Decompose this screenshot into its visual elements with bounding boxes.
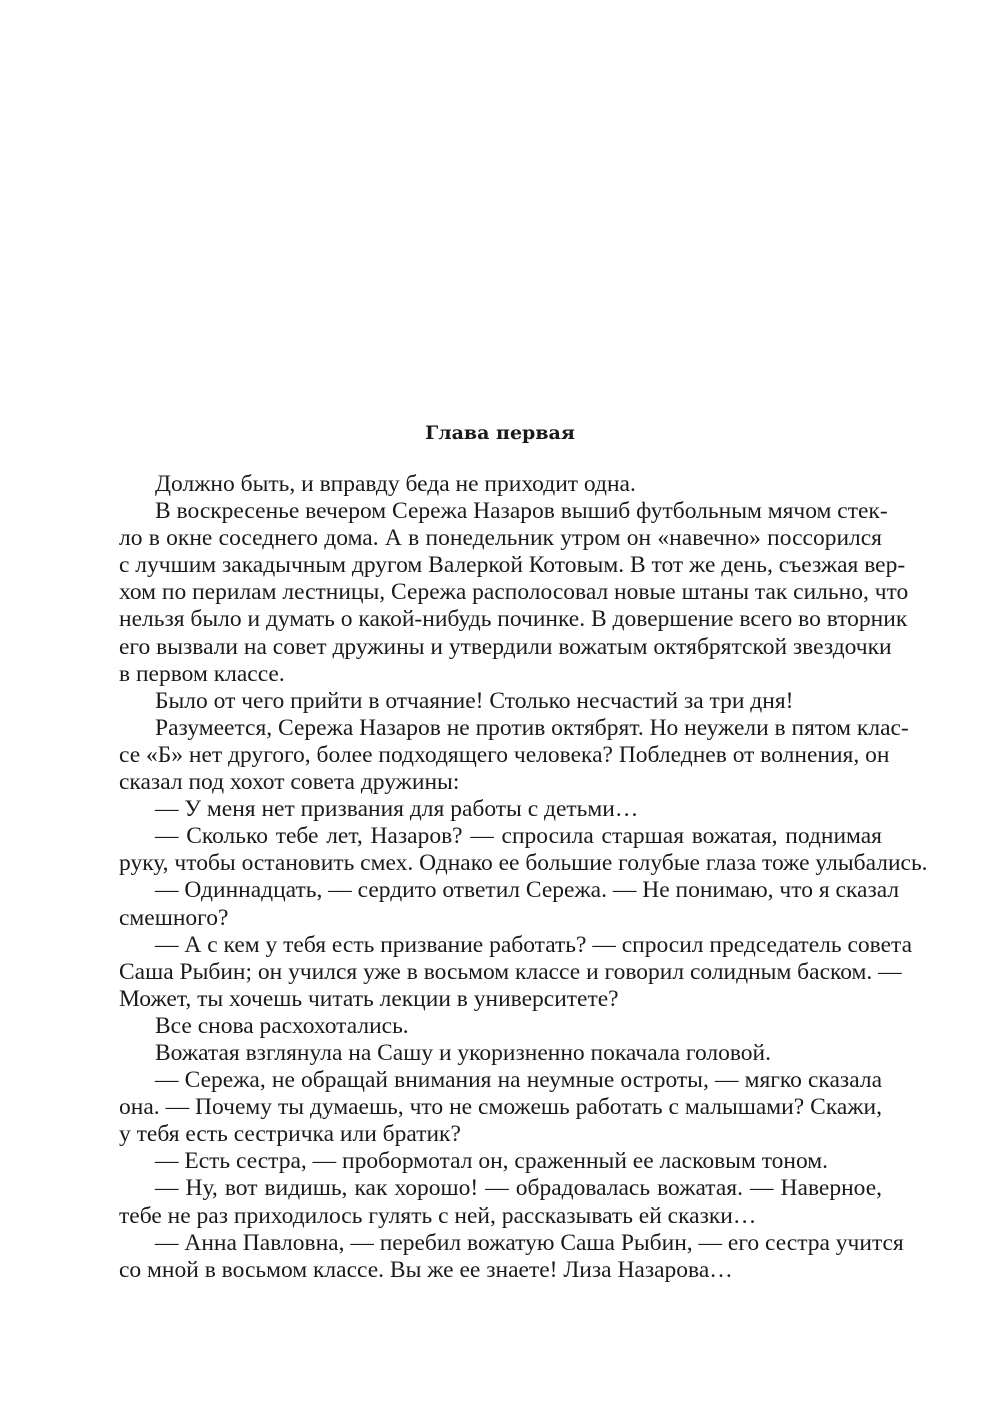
text-line: — Ну, вот видишь, как хорошо! — обрадовалась вожатая. — Наверное, — [155, 1175, 882, 1202]
text-line: нельзя было и думать о какой-нибудь починке. В довершение всего во вторник — [119, 606, 908, 633]
text-line: тебе не раз приходилось гулять с ней, рассказывать ей сказки… — [119, 1202, 757, 1229]
text-line: се «Б» нет другого, более подходящего человека? Побледнев от волнения, он — [119, 741, 890, 768]
chapter-body — [119, 471, 928, 1284]
text-line: сказал под хохот совета дружины: — [119, 769, 460, 796]
text-line: она. — Почему ты думаешь, что не сможешь работать с малышами? Скажи, — [119, 1094, 882, 1121]
text-line: его вызвали на совет дружины и утвердили вожатым октябрятской звездочки — [119, 633, 892, 660]
text-line: — Сколько тебе лет, Назаров? — спросила старшая вожатая, поднимая — [155, 823, 882, 850]
text-line: — У меня нет призвания для работы с детьми… — [155, 796, 639, 823]
text-line: ло в окне соседнего дома. А в понедельник утром он «навечно» поссорился — [119, 525, 882, 552]
text-line: в первом классе. — [119, 660, 285, 687]
text-line: В воскресенье вечером Сережа Назаров вышиб футбольным мячом стек- — [155, 498, 888, 525]
text-line: Вожатая взглянула на Сашу и укоризненно покачала головой. — [155, 1039, 772, 1066]
text-line: хом по перилам лестницы, Сережа располосовал новые штаны так сильно, что — [119, 579, 909, 606]
text-line: Все снова расхохотались. — [155, 1012, 409, 1039]
text-line: — А с кем у тебя есть призвание работать? — спросил председатель совета — [155, 931, 913, 958]
text-line: руку, чтобы остановить смех. Однако ее большие голубые глаза тоже улыбались. — [119, 850, 928, 877]
text-line: Было от чего прийти в отчаяние! Столько несчастий за три дня! — [155, 687, 794, 714]
text-line: Разумеется, Сережа Назаров не против октябрят. Но неужели в пятом клас- — [155, 714, 909, 741]
text-line: — Одиннадцать, — сердито ответил Сережа. — Не понимаю, что я сказал — [155, 877, 900, 904]
text-line: смешного? — [119, 904, 229, 931]
text-line: с лучшим закадычным другом Валеркой Котовым. В тот же день, съезжая вер- — [119, 552, 906, 579]
text-line: Должно быть, и вправду беда не приходит одна. — [155, 471, 636, 497]
text-line: у тебя есть сестричка или братик? — [119, 1121, 461, 1148]
text-line: Саша Рыбин; он учился уже в восьмом классе и говорил солидным баском. — — [119, 958, 902, 985]
text-line: — Есть сестра, — пробормотал он, сраженный ее ласковым тоном. — [155, 1148, 829, 1175]
text-line: — Сережа, не обращай внимания на неумные остроты, — мягко сказала — [155, 1067, 882, 1094]
text-line: Может, ты хочешь читать лекции в университете? — [119, 985, 619, 1012]
text-line: со мной в восьмом классе. Вы же ее знаете! Лиза Назарова… — [119, 1256, 733, 1283]
text-line: — Анна Павловна, — перебил вожатую Саша Рыбин, — его сестра учится — [155, 1229, 904, 1256]
chapter-title: Глава первая — [425, 422, 575, 444]
